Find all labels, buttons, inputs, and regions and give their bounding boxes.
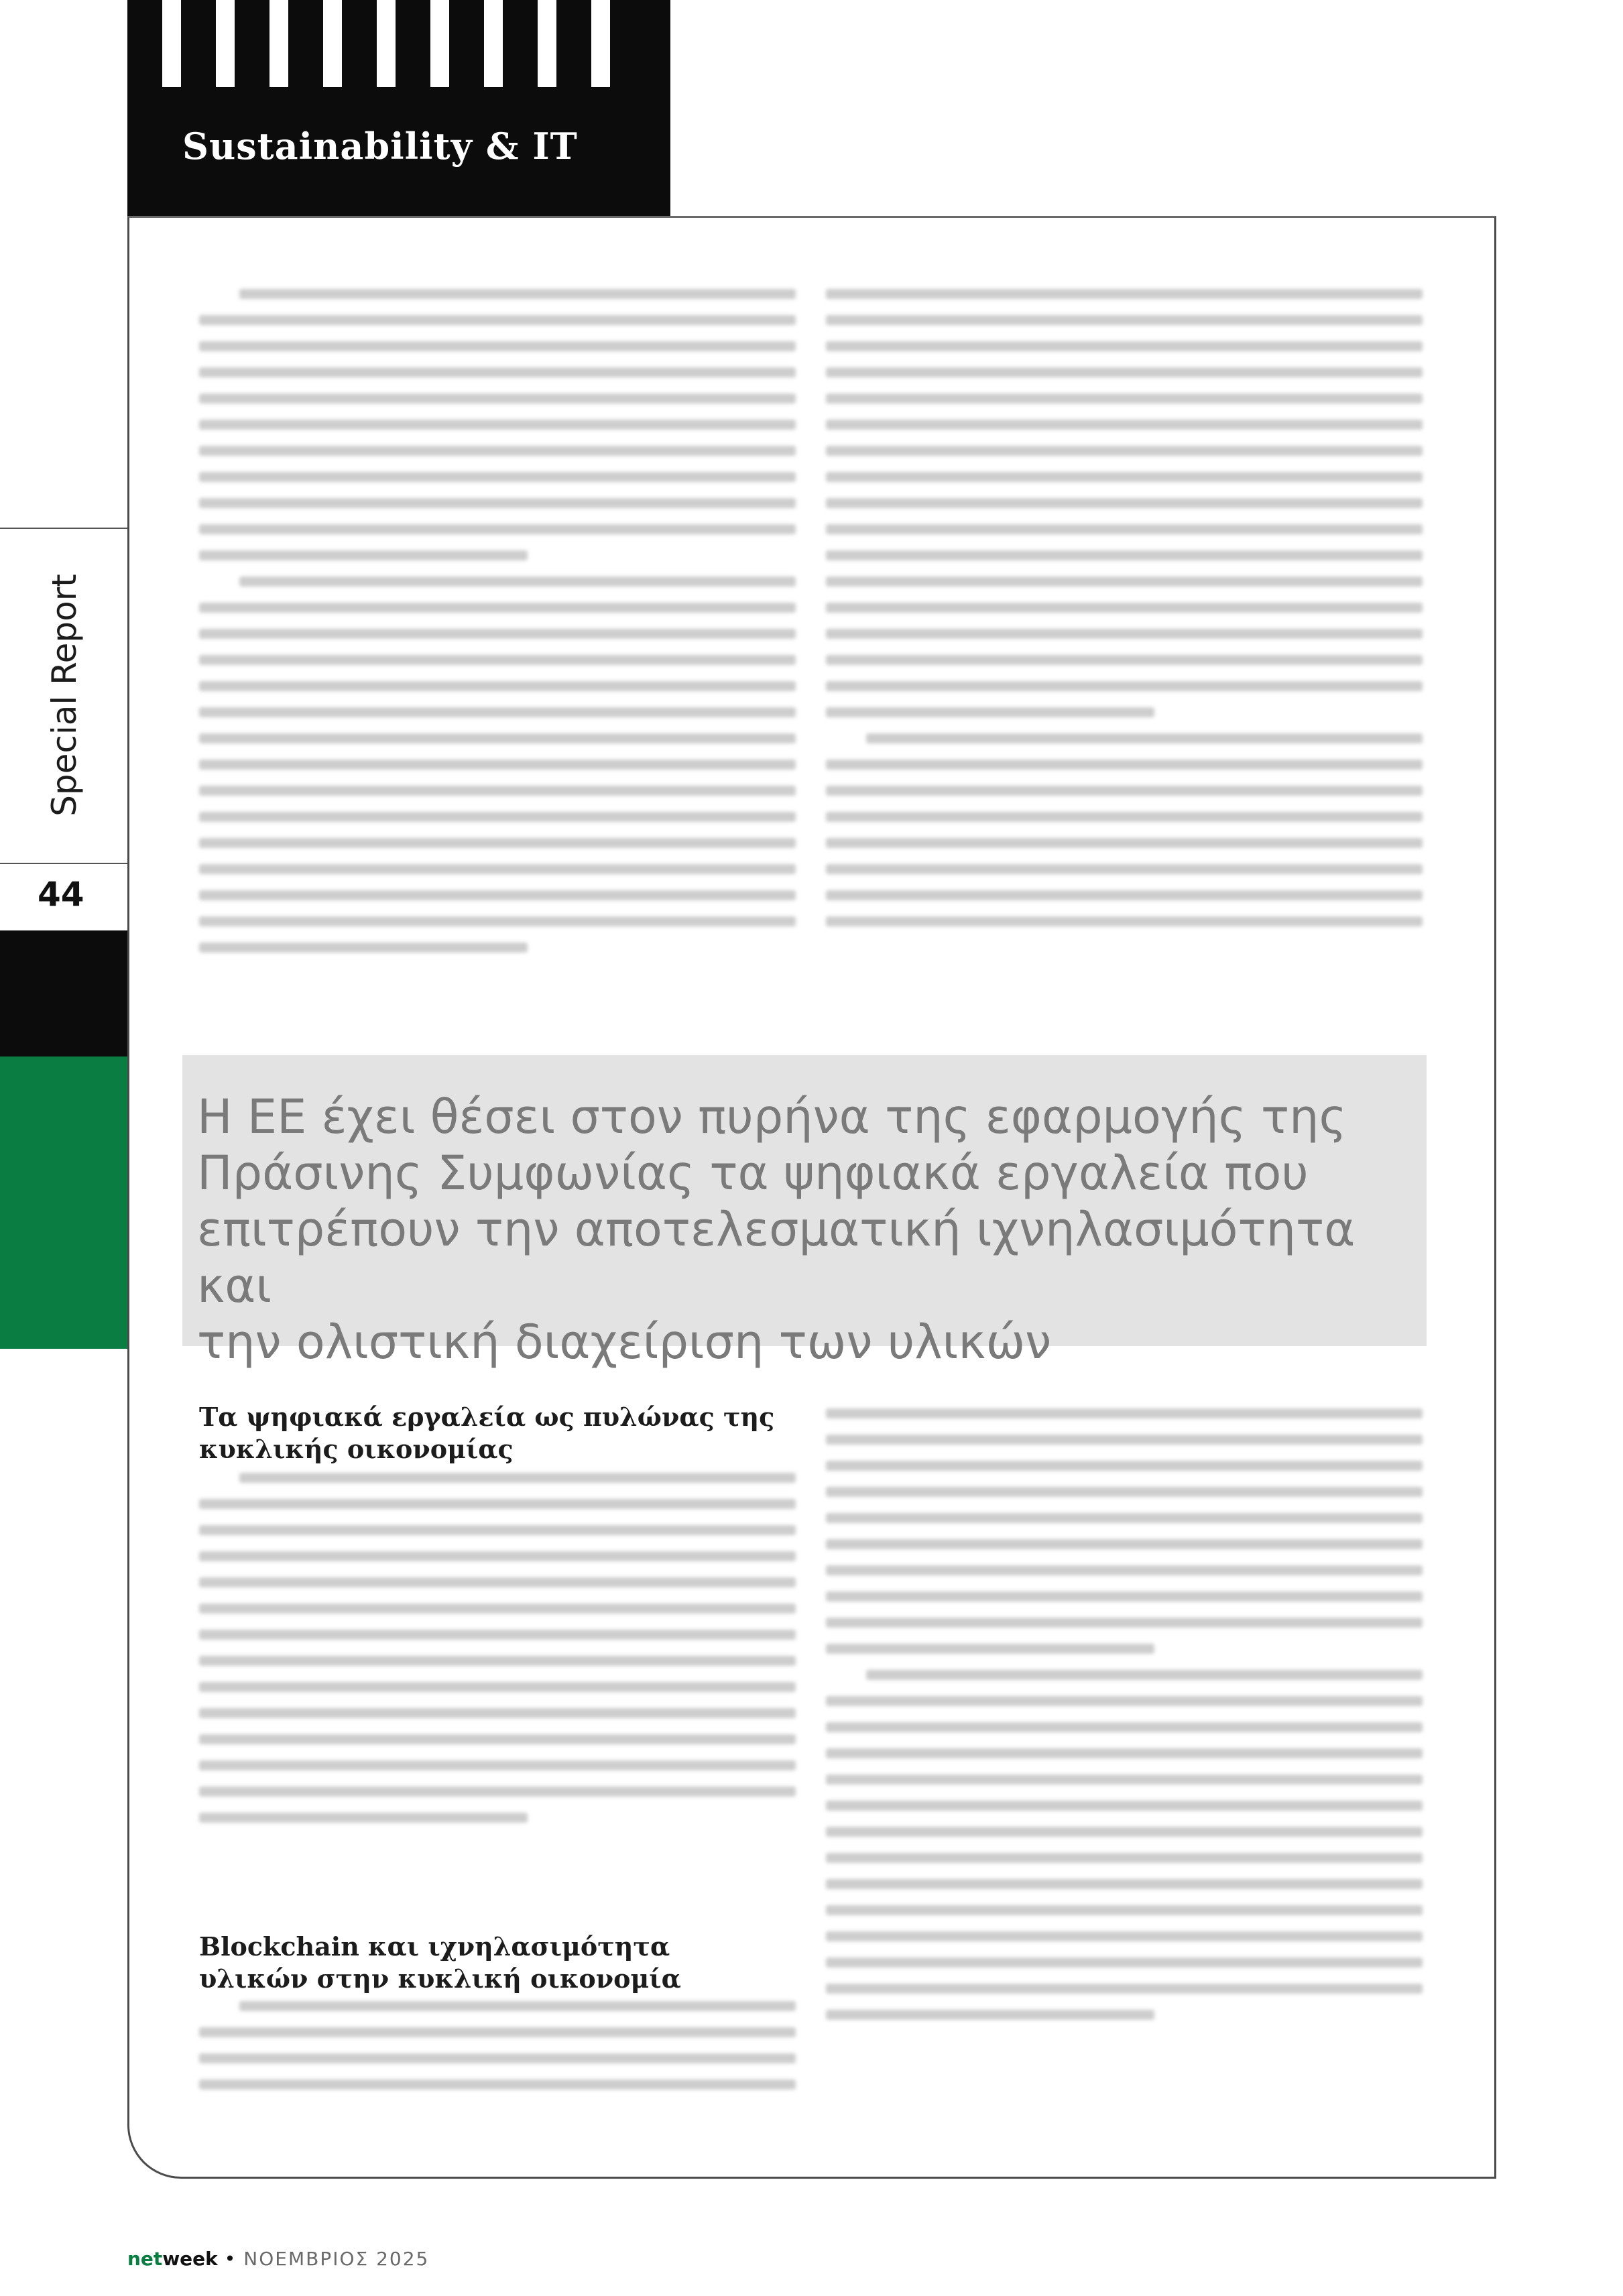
lower-right-column (826, 1408, 1423, 2036)
pull-quote (197, 1089, 1404, 1370)
side-divider-top (0, 528, 127, 529)
pull-quote-line: Πράσινης Συμφωνίας τα ψηφιακά εργαλεία που (197, 1146, 1309, 1201)
section-header (127, 0, 670, 216)
side-black-band (0, 930, 127, 1056)
footer (127, 2248, 429, 2270)
bullet-separator: • (224, 2248, 237, 2270)
lower-left-column-a (199, 1473, 796, 1839)
side-green-band (0, 1056, 127, 1349)
header-stripes (162, 0, 645, 87)
upper-right-column (826, 289, 1423, 943)
subheading-digital-tools: Τα ψηφιακά εργαλεία ως πυλώνας της κυκλικής οικονομίας (199, 1402, 775, 1464)
page-number: 44 (38, 875, 84, 914)
issue-date: ΝΟΕΜΒΡΙΟΣ 2025 (243, 2248, 430, 2270)
pull-quote-box (182, 1055, 1427, 1370)
brand-net: net (127, 2248, 163, 2270)
side-divider-mid (0, 863, 127, 864)
subheading-blockchain: Blockchain και ιχνηλασιμότητα υλικών στην κυκλική οικονομία (199, 1931, 681, 1994)
pull-quote-line: Η ΕΕ έχει θέσει στον πυρήνα της εφαρμογής της (197, 1089, 1347, 1144)
pull-quote-line: επιτρέπουν την αποτελεσματική ιχνηλασιμότητα και (197, 1202, 1356, 1313)
section-title: Sustainability & IT (182, 125, 578, 168)
pull-quote-line: την ολιστική διαχείριση των υλικών (197, 1315, 1052, 1370)
special-report-label: Special Report (45, 574, 84, 817)
brand-week: week (162, 2248, 218, 2270)
upper-left-column (199, 289, 796, 969)
lower-left-column-b (199, 2001, 796, 2106)
